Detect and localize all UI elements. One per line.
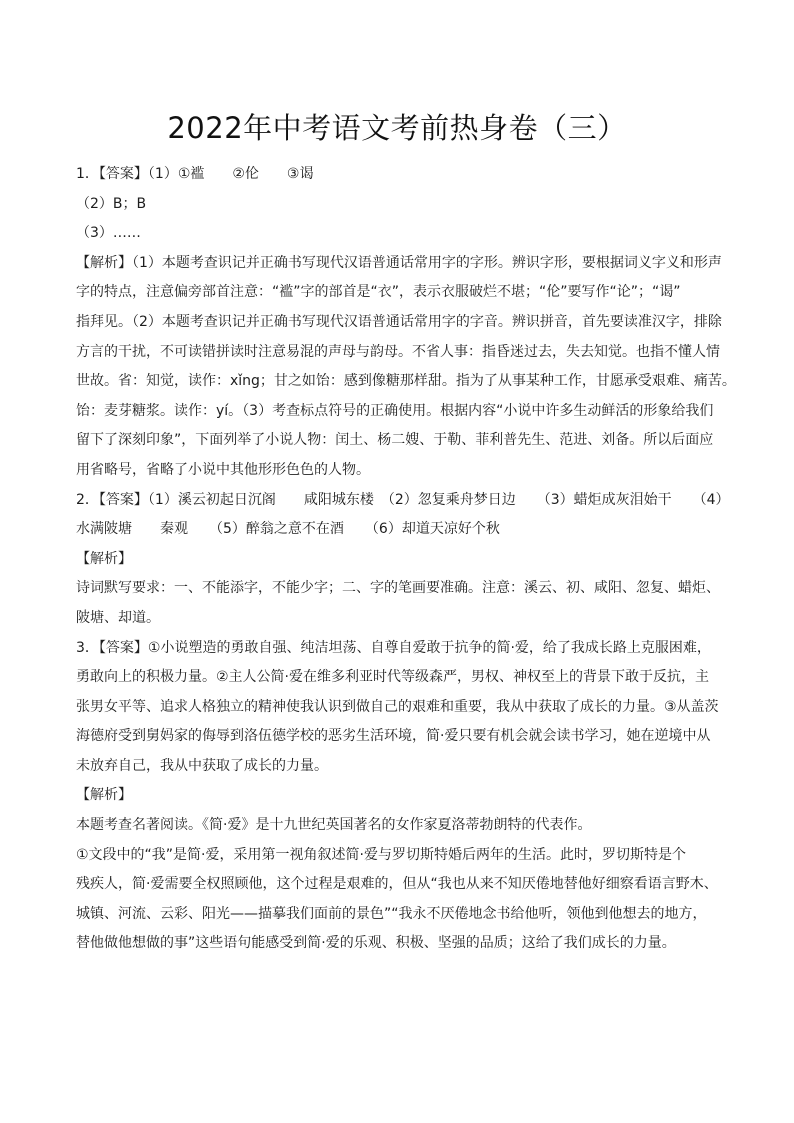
q2-answer-line: 水满陂塘 秦观 （5）醉翁之意不在酒 （6）却道天凉好个秋 — [76, 521, 500, 538]
q1-analysis-line: 用省略号，省略了小说中其他形形色色的人物。 — [76, 461, 370, 478]
q1-answer-line: 1．【答案】（1）①褴 ②伦 ③谒 — [76, 166, 314, 182]
q3-answer-line: 海德府受到舅妈家的侮辱到洛伍德学校的恶劣生活环境，简·爱只要有机会就会读书学习，她在逆境中从 — [76, 728, 711, 745]
q1-answer-part3: （3）…… — [76, 225, 141, 242]
q1-analysis-line: 世故。省：知觉，读作：xǐng；甘之如饴：感到像糖那样甜。指为了从事某种工作，甘愿承受艰难、痛苦。 — [76, 373, 736, 390]
q3-analysis-line: ①文段中的“我”是简·爱，采用第一视角叙述简·爱与罗切斯特婚后两年的生活。此时，罗切斯特是个 — [76, 846, 686, 863]
q3-answer-line: 勇敢向上的积极力量。②主人公简·爱在维多利亚时代等级森严，男权、神权至上的背景下敢于反抗，主 — [76, 669, 709, 686]
q3-analysis-line: 残疾人，简·爱需要全权照顾他，这个过程是艰难的，但从“我也从来不知厌倦地替他好细察看语言野木、 — [76, 876, 718, 893]
q1-analysis-line: 留下了深刻印象”，下面列举了小说人物：闰土、杨二嫂、于勒、菲利普先生、范进、刘备。所以后面应 — [76, 432, 714, 449]
q3-analysis-line: 本题考查名著阅读。《简·爱》是十九世纪英国著名的女作家夏洛蒂勃朗特的代表作。 — [76, 817, 592, 834]
answer-body — [76, 160, 736, 959]
q3-answer-line: 未放弃自己，我从中获取了成长的力量。 — [76, 757, 328, 774]
q2-analysis-heading: 【解析】 — [76, 550, 132, 567]
q3-analysis-line: 城镇、河流、云彩、阳光——描摹我们面前的景色”“我永不厌倦地念书给他听，领他到他想去的地方， — [76, 905, 707, 922]
q3-answer-line: 张男女平等、追求人格独立的精神使我认识到做自己的艰难和重要，我从中获取了成长的力量。③从盖茨 — [76, 698, 719, 715]
page-title: 2022年中考语文考前热身卷（三） — [167, 111, 627, 145]
q1-analysis-line: 指拜见。（2）本题考查识记并正确书写现代汉语普通话常用字的字音。辨识拼音，首先要读准汉字，排除 — [76, 313, 722, 330]
q2-analysis-line: 陂塘、却道。 — [76, 609, 160, 626]
q3-answer-line: 3．【答案】①小说塑造的勇敢自强、纯洁坦荡、自尊自爱敢于抗争的简·爱，给了我成长路上克服困难， — [76, 639, 711, 656]
q1-analysis-line: 方言的干扰，不可读错拼读时注意易混的声母与韵母。不省人事：指昏迷过去，失去知觉。也指不懂人情 — [76, 343, 720, 360]
q1-analysis-line: 【解析】（1）本题考查识记并正确书写现代汉语普通话常用字的字形。辨识字形，要根据词义字义和形声 — [76, 254, 722, 271]
q3-analysis-line: 替他做他想做的事”这些语句能感受到简·爱的乐观、积极、坚强的品质；这给了我们成长的力量。 — [76, 935, 676, 952]
q2-answer-line: 2．【答案】（1）溪云初起日沉阁 咸阳城东楼 （2）忽复乘舟梦日边 （3）蜡炬成灰泪始干 （4） — [76, 491, 730, 508]
q1-analysis-line: 字的特点，注意偏旁部首注意：“褴”字的部首是“衣”，表示衣服破烂不堪；“伦”要写作“论”；“谒” — [76, 284, 681, 301]
q1-answer-part2: （2）B；B — [76, 195, 147, 212]
q1-analysis-line: 饴：麦芽糖浆。读作：yí。（3）考查标点符号的正确使用。根据内容“小说中许多生动鲜活的形象给我们 — [76, 402, 714, 419]
q3-analysis-heading: 【解析】 — [76, 787, 132, 804]
q2-analysis-line: 诗词默写要求：一、不能添字，不能少字；二、字的笔画要准确。注意：溪云、初、咸阳、忽复、蜡炬、 — [76, 580, 720, 597]
